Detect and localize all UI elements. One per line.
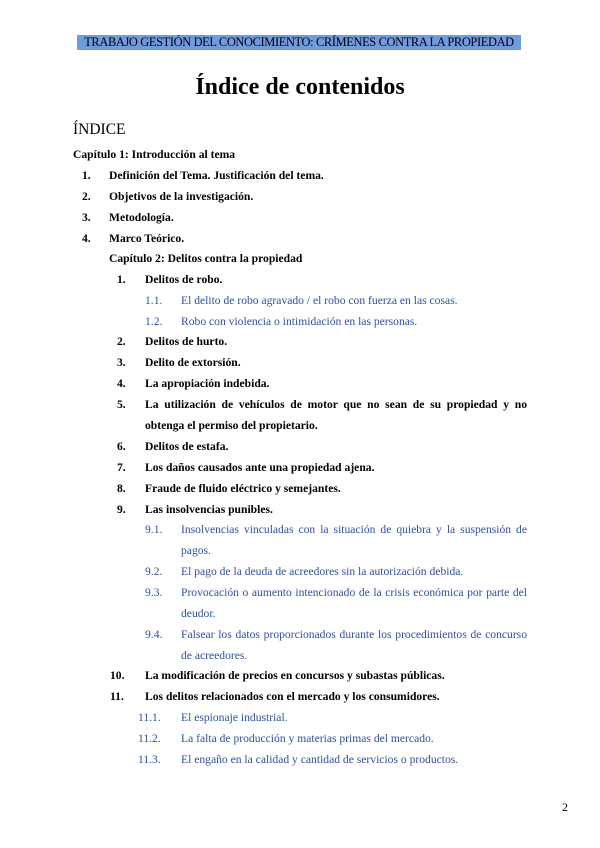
chapter-2-title[interactable]: Capítulo 2: Delitos contra la propiedad <box>109 252 303 265</box>
toc-entry[interactable]: Definición del Tema. Justificación del tema. <box>109 169 324 182</box>
toc-entry[interactable]: La modificación de precios en concursos y subastas públicas. <box>145 669 445 682</box>
toc-num: 2. <box>117 335 126 348</box>
toc-entry[interactable]: Delitos de robo. <box>145 273 223 286</box>
toc-entry[interactable]: Marco Teórico. <box>109 232 185 245</box>
toc-subnum: 11.1. <box>138 711 161 724</box>
toc-num: 5. <box>117 398 126 411</box>
toc-subentry[interactable]: El engaño en la calidad y cantidad de servicios o productos. <box>181 753 459 766</box>
toc-entry[interactable]: Delitos de hurto. <box>145 335 228 348</box>
toc-subentry[interactable]: Robo con violencia o intimidación en las personas. <box>181 315 418 328</box>
page-title: Índice de contenidos <box>195 74 405 100</box>
toc-entry[interactable]: Las insolvencias punibles. <box>145 503 273 516</box>
chapter-1-title[interactable]: Capítulo 1: Introducción al tema <box>73 148 236 161</box>
toc-entry[interactable]: Delito de extorsión. <box>145 356 241 369</box>
toc-subnum: 9.1. <box>145 523 163 536</box>
toc-subnum: 1.2. <box>145 315 163 328</box>
toc-num: 8. <box>117 482 126 495</box>
toc-num: 3. <box>82 211 91 224</box>
toc-entry[interactable]: Los daños causados ante una propiedad ajena. <box>145 461 375 474</box>
toc-num: 9. <box>117 503 126 516</box>
toc-entry[interactable]: Los delitos relacionados con el mercado y los consumidores. <box>145 690 440 703</box>
toc-subnum: 9.4. <box>145 628 163 641</box>
toc-entry[interactable]: La utilización de vehículos de motor que no sean de su propiedad y no obtenga el permiso del propietario. <box>145 398 527 432</box>
toc-num: 2. <box>82 190 91 203</box>
toc-entry[interactable]: Delitos de estafa. <box>145 440 229 453</box>
toc-subnum: 11.3. <box>138 753 161 766</box>
toc-subnum: 9.2. <box>145 565 163 578</box>
toc-entry[interactable]: Objetivos de la investigación. <box>109 190 254 203</box>
toc-subentry[interactable]: Insolvencias vinculadas con la situación de quiebra y la suspensión de pagos. <box>181 523 527 557</box>
toc-subentry[interactable]: El espionaje industrial. <box>181 711 288 724</box>
toc-num: 4. <box>82 232 91 245</box>
toc-num: 10. <box>110 669 125 682</box>
toc-entry[interactable]: Metodología. <box>109 211 174 224</box>
toc-num: 3. <box>117 356 126 369</box>
toc-subentry[interactable]: El delito de robo agravado / el robo con fuerza en las cosas. <box>181 294 458 307</box>
toc-subentry[interactable]: Falsear los datos proporcionados durante los procedimientos de concurso de acreedores. <box>181 628 527 662</box>
toc-subnum: 11.2. <box>138 732 161 745</box>
toc-subnum: 1.1. <box>145 294 163 307</box>
toc-entry[interactable]: La apropiación indebida. <box>145 377 270 390</box>
toc-subnum: 9.3. <box>145 586 163 599</box>
indice-heading: ÍNDICE <box>73 121 126 138</box>
toc-subentry[interactable]: La falta de producción y materias primas del mercado. <box>181 732 434 745</box>
toc-num: 1. <box>117 273 126 286</box>
page-number: 2 <box>562 800 568 814</box>
page-header: TRABAJO GESTIÓN DEL CONOCIMIENTO: CRÍMENES CONTRA LA PROPIEDAD <box>77 35 521 50</box>
toc-subentry[interactable]: El pago de la deuda de acreedores sin la autorización debida. <box>181 565 464 578</box>
toc-num: 6. <box>117 440 126 453</box>
toc-subentry[interactable]: Provocación o aumento intencionado de la crisis económica por parte del deudor. <box>181 586 527 620</box>
toc-num: 11. <box>110 690 124 703</box>
toc-entry[interactable]: Fraude de fluido eléctrico y semejantes. <box>145 482 341 495</box>
toc-num: 7. <box>117 461 126 474</box>
toc-num: 4. <box>117 377 126 390</box>
toc-num: 1. <box>82 169 91 182</box>
